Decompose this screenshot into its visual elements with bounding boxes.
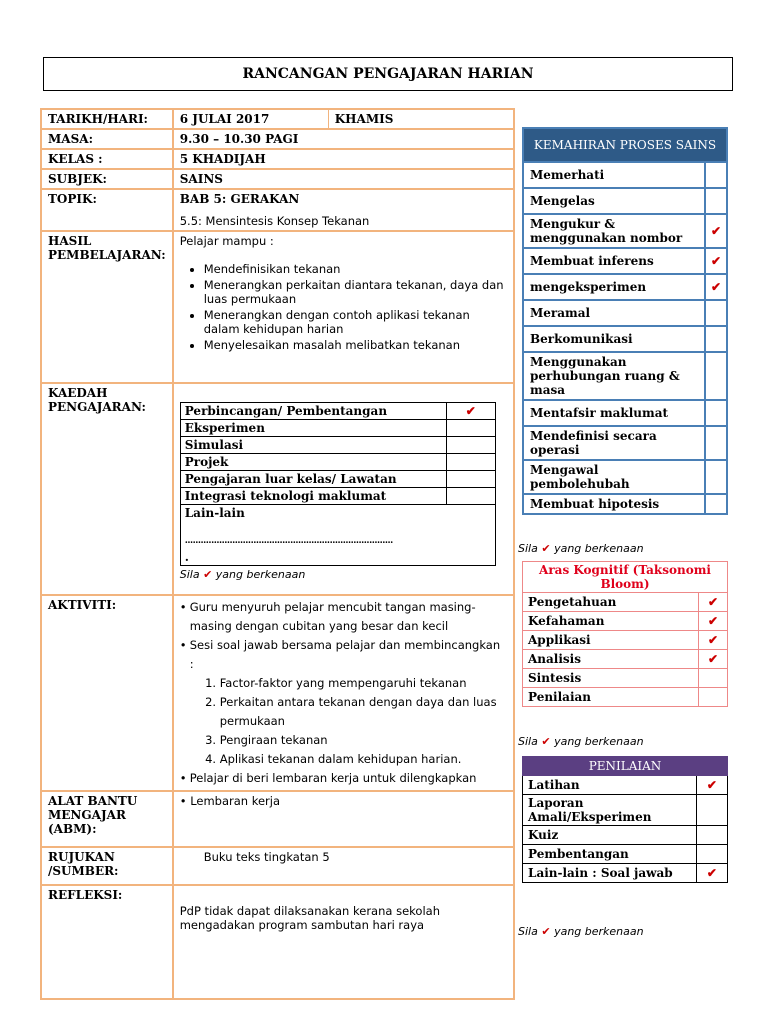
check-icon: ✔ xyxy=(541,735,551,748)
sila-note xyxy=(518,542,644,555)
aras-kognitif-table xyxy=(522,561,728,707)
kaedah-item: Eksperimen xyxy=(180,420,446,437)
aras-item: Sintesis xyxy=(523,669,699,688)
aras-title: Aras Kognitif (Taksonomi Bloom) xyxy=(523,562,728,593)
sila-prefix: Sila xyxy=(179,568,200,581)
rujukan-value: Buku teks tingkatan 5 xyxy=(203,850,330,864)
sila-prefix: Sila xyxy=(518,542,538,555)
aktiviti-bullet: • Sesi soal jawab bersama pelajar dan membincangkan : xyxy=(180,636,507,674)
sila-note xyxy=(518,925,644,938)
check-icon: ✔ xyxy=(710,254,722,268)
lain-line: ............................................................................... xyxy=(184,536,393,546)
kaedah-item: Simulasi xyxy=(180,437,446,454)
masa-label: MASA: xyxy=(41,129,173,149)
refleksi-value: PdP tidak dapat dilaksanakan kerana sekolah mengadakan program sambutan hari raya xyxy=(179,904,440,932)
kaedah-item: Projek xyxy=(180,454,446,471)
kaedah-lain xyxy=(180,505,495,566)
kaedah-check xyxy=(446,403,495,420)
hasil-item: • Menerangkan perkaitan diantara tekanan, daya dan luas permukaan xyxy=(204,278,507,306)
page-title: RANCANGAN PENGAJARAN HARIAN xyxy=(43,57,733,91)
check-icon: ✔ xyxy=(541,542,551,555)
kps-item: Mendefinisi secara operasi xyxy=(523,426,705,460)
aras-check xyxy=(699,669,728,688)
hasil-intro: Pelajar mampu : xyxy=(179,234,274,248)
lain-dot: . xyxy=(184,550,189,564)
check-icon: ✔ xyxy=(465,404,476,418)
penilaian-check xyxy=(696,826,727,845)
kaedah-item: Integrasi teknologi maklumat xyxy=(180,488,446,505)
kelas-value: 5 KHADIJAH xyxy=(173,149,514,169)
hasil-cell xyxy=(173,231,514,383)
sila-note xyxy=(180,568,507,581)
penilaian-item: Kuiz xyxy=(523,826,697,845)
aras-check xyxy=(699,593,728,612)
sila-prefix: Sila xyxy=(518,735,538,748)
kps-item: mengeksperimen xyxy=(523,274,705,300)
tarikh-label: TARIKH/HARI: xyxy=(41,109,173,129)
sila-suffix: yang berkenaan xyxy=(215,568,306,581)
kps-title: KEMAHIRAN PROSES SAINS xyxy=(523,128,727,162)
kps-item: Membuat hipotesis xyxy=(523,494,705,514)
abm-cell: • Lembaran kerja xyxy=(173,791,514,847)
penilaian-title: PENILAIAN xyxy=(523,757,728,776)
kelas-label: KELAS : xyxy=(41,149,173,169)
masa-value: 9.30 – 10.30 PAGI xyxy=(173,129,514,149)
aras-check xyxy=(699,688,728,707)
aktiviti-step: 3. Pengiraan tekanan xyxy=(220,731,507,750)
kaedah-item: Perbincangan/ Pembentangan xyxy=(180,403,446,420)
penilaian-table xyxy=(522,756,728,883)
aktiviti-step: 2. Perkaitan antara tekanan dengan daya dan luas permukaan xyxy=(220,693,507,731)
kps-check xyxy=(705,494,727,514)
aktiviti-step: 1. Factor-faktor yang mempengaruhi tekanan xyxy=(220,674,507,693)
aktiviti-text: Pelajar di beri lembaran kerja untuk dilengkapkan xyxy=(189,771,477,785)
kaedah-check xyxy=(446,454,495,471)
penilaian-item: Laporan Amali/Eksperimen xyxy=(523,795,697,826)
sila-suffix: yang berkenaan xyxy=(554,542,644,555)
day-value: KHAMIS xyxy=(334,112,394,126)
kps-check xyxy=(705,460,727,494)
penilaian-check xyxy=(696,845,727,864)
kps-check xyxy=(705,352,727,400)
penilaian-item: Pembentangan xyxy=(523,845,697,864)
sila-suffix: yang berkenaan xyxy=(554,735,644,748)
check-icon: ✔ xyxy=(203,568,213,581)
kaedah-check xyxy=(446,471,495,488)
kps-item: Meramal xyxy=(523,300,705,326)
aras-item: Analisis xyxy=(523,650,699,669)
aras-check xyxy=(699,631,728,650)
subjek-value: SAINS xyxy=(173,169,514,189)
aras-item: Penilaian xyxy=(523,688,699,707)
kps-check xyxy=(705,188,727,214)
subjek-label: SUBJEK: xyxy=(41,169,173,189)
date-value: 6 JULAI 2017 xyxy=(174,110,329,128)
kaedah-check xyxy=(446,488,495,505)
check-icon: ✔ xyxy=(541,925,551,938)
check-icon: ✔ xyxy=(707,652,719,666)
kaedah-item: Pengajaran luar kelas/ Lawatan xyxy=(180,471,446,488)
aktiviti-text: Sesi soal jawab bersama pelajar dan membincangkan : xyxy=(189,638,501,671)
aktiviti-step: 4. Aplikasi tekanan dalam kehidupan harian. xyxy=(220,750,507,769)
aktiviti-bullet: • Guru menyuruh pelajar mencubit tangan masing-masing dengan cubitan yang besar dan kecil xyxy=(180,598,507,636)
kps-check xyxy=(705,300,727,326)
kaedah-check xyxy=(446,420,495,437)
penilaian-check xyxy=(696,864,727,883)
aras-item: Kefahaman xyxy=(523,612,699,631)
subtopik-value: 5.5: Mensintesis Konsep Tekanan xyxy=(179,214,370,228)
kaedah-check xyxy=(446,437,495,454)
lesson-plan-table xyxy=(40,108,515,1000)
penilaian-item: Latihan xyxy=(523,776,697,795)
hasil-item: • Mendefinisikan tekanan xyxy=(204,262,507,276)
kps-item: Menggunakan perhubungan ruang & masa xyxy=(523,352,705,400)
aktiviti-label: AKTIVITI: xyxy=(41,595,173,791)
abm-label: ALAT BANTU MENGAJAR (ABM): xyxy=(41,791,173,847)
check-icon: ✔ xyxy=(707,633,719,647)
kaedah-cell xyxy=(173,383,514,595)
kps-check xyxy=(705,400,727,426)
kps-item: Memerhati xyxy=(523,162,705,188)
aras-check xyxy=(699,650,728,669)
topik-label: TOPIK: xyxy=(41,189,173,231)
hasil-label: HASIL PEMBELAJARAN: xyxy=(41,231,173,383)
kps-check xyxy=(705,162,727,188)
kps-item: Mengelas xyxy=(523,188,705,214)
penilaian-item: Lain-lain : Soal jawab xyxy=(523,864,697,883)
check-icon: ✔ xyxy=(710,280,722,294)
aktiviti-steps xyxy=(180,674,507,769)
check-icon: ✔ xyxy=(710,224,722,238)
kps-table xyxy=(522,127,728,515)
kps-item: Membuat inferens xyxy=(523,248,705,274)
hasil-item: • Menyelesaikan masalah melibatkan tekanan xyxy=(204,338,507,352)
penilaian-check xyxy=(696,795,727,826)
topik-value: BAB 5: GERAKAN xyxy=(179,192,300,206)
sila-suffix: yang berkenaan xyxy=(554,925,644,938)
kps-item: Mentafsir maklumat xyxy=(523,400,705,426)
check-icon: ✔ xyxy=(707,595,719,609)
aras-item: Pengetahuan xyxy=(523,593,699,612)
kps-check xyxy=(705,326,727,352)
kps-check xyxy=(705,214,727,248)
kaedah-table xyxy=(180,402,496,566)
kps-check xyxy=(705,426,727,460)
tarikh-value xyxy=(173,109,514,129)
hasil-list xyxy=(180,262,507,352)
kaedah-label: KAEDAH PENGAJARAN: xyxy=(41,383,173,595)
kps-check xyxy=(705,274,727,300)
check-icon: ✔ xyxy=(707,614,719,628)
hasil-item: • Menerangkan dengan contoh aplikasi tekanan dalam kehidupan harian xyxy=(204,308,507,336)
topik-cell xyxy=(173,189,514,231)
aktiviti-text: Guru menyuruh pelajar mencubit tangan masing-masing dengan cubitan yang besar dan kecil xyxy=(189,600,476,633)
abm-value: Lembaran kerja xyxy=(190,794,281,808)
kps-item: Mengukur & menggunakan nombor xyxy=(523,214,705,248)
check-icon: ✔ xyxy=(706,778,717,792)
kps-check xyxy=(705,248,727,274)
aktiviti-bullet: • Pelajar di beri lembaran kerja untuk dilengkapkan xyxy=(180,769,507,788)
refleksi-cell xyxy=(173,885,514,999)
aras-check xyxy=(699,612,728,631)
aras-item: Applikasi xyxy=(523,631,699,650)
sila-note xyxy=(518,735,644,748)
sila-prefix: Sila xyxy=(518,925,538,938)
kps-item: Berkomunikasi xyxy=(523,326,705,352)
refleksi-label: REFLEKSI: xyxy=(41,885,173,999)
rujukan-cell xyxy=(173,847,514,885)
penilaian-check xyxy=(696,776,727,795)
check-icon: ✔ xyxy=(706,866,717,880)
aktiviti-cell xyxy=(173,595,514,791)
kaedah-item: Lain-lain xyxy=(184,506,245,520)
rujukan-label: RUJUKAN /SUMBER: xyxy=(41,847,173,885)
kps-item: Mengawal pembolehubah xyxy=(523,460,705,494)
